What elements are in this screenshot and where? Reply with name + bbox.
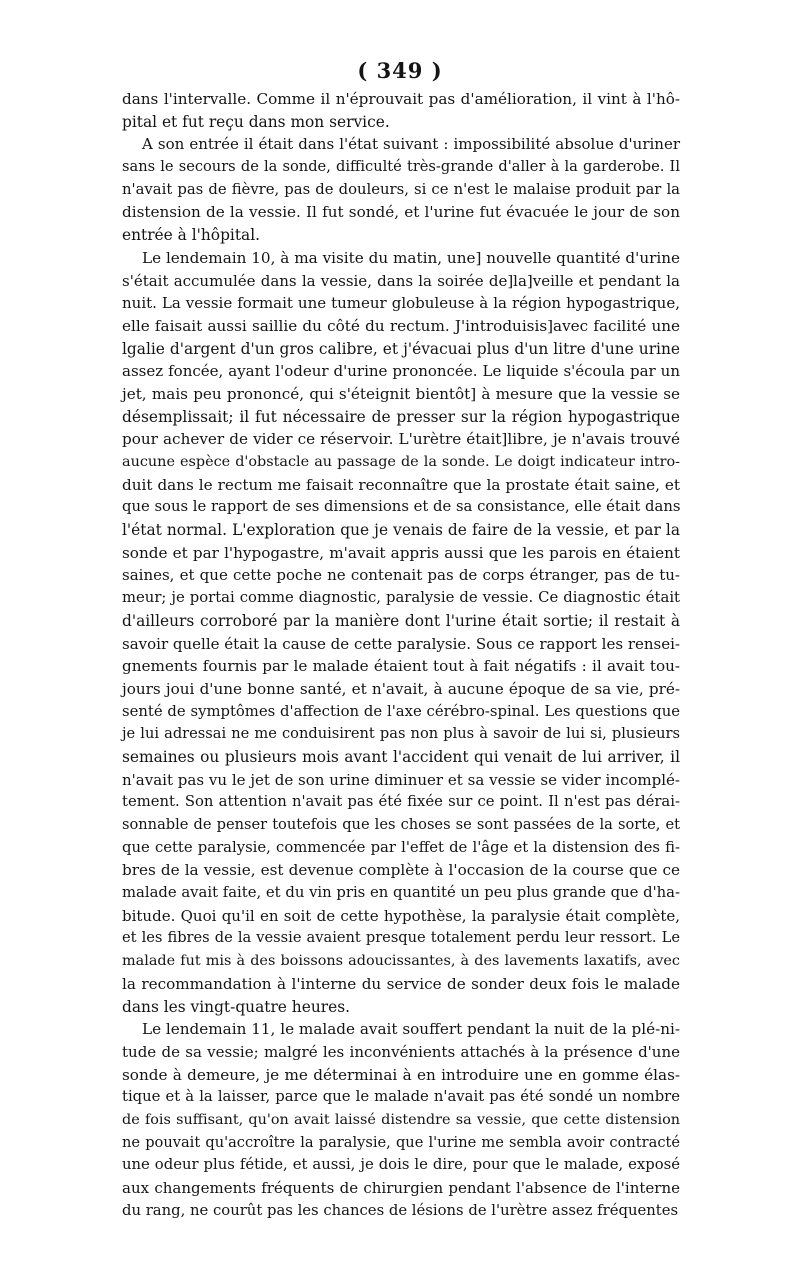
text-line: meur; je portai comme diagnostic, paralysie de vessie. Ce diagnostic était	[122, 589, 680, 607]
text-line: lgalie d'argent d'un gros calibre, et j'évacuai plus d'un litre d'une urine	[122, 339, 680, 358]
text-line: tique et à la laisser, parce que le malade n'avait pas été sondé un nombre	[122, 1088, 680, 1106]
text-line: et les fibres de la vessie avaient presque totalement perdu leur ressort. Le	[122, 929, 680, 947]
text-line: sonnable de penser toutefois que les choses se sont passées de la sorte, et	[122, 816, 680, 833]
text-line: pour achever de vider ce réservoir. L'urètre était]libre, je n'avais trouvé	[122, 430, 680, 449]
page-number: ( 349 )	[357, 58, 443, 83]
text-line: n'avait pas vu le jet de son urine diminuer et sa vessie se vider incomplé-	[122, 770, 680, 789]
text-line: nuit. La vessie formait une tumeur globuleuse à la région hypogastrique,	[122, 294, 680, 313]
text-line: s'était accumulée dans la vessie, dans la soirée de]la]veille et pendant la	[122, 271, 680, 290]
text-line: aux changements fréquents de chirurgien pendant l'absence de l'interne	[122, 1179, 680, 1197]
text-line: distension de la vessie. Il fut sondé, et l'urine fut évacuée le jour de son	[122, 203, 680, 222]
text-line: jours joui d'une bonne santé, et n'avait, à aucune époque de sa vie, pré-	[122, 679, 680, 698]
text-line: que sous le rapport de ses dimensions et de sa consistance, elle était dans	[122, 498, 681, 516]
text-line: désemplissait; il fut nécessaire de presser sur la région hypogastrique	[122, 407, 680, 426]
text-line: bitude. Quoi qu'il en soit de cette hypothèse, la paralysie était complète,	[122, 906, 680, 925]
text-line: aucune espèce d'obstacle au passage de la sonde. Le doigt indicateur intro-	[122, 454, 680, 470]
text-line: jet, mais peu prononcé, qui s'éteignit bientôt] à mesure que la vessie se	[122, 384, 680, 403]
text-line: gnements fournis par le malade étaient tout à fait négatifs : il avait tou-	[122, 657, 680, 676]
paragraph	[122, 133, 680, 246]
text-line: duit dans le rectum me faisait reconnaître que la prostate était saine, et	[122, 475, 680, 494]
text-line: senté de symptômes d'affection de l'axe cérébro-spinal. Les questions que	[122, 702, 680, 720]
text-line: n'avait pas de fièvre, pas de douleurs, si ce n'est le malaise produit par la	[122, 180, 680, 198]
text-line: tement. Son attention n'avait pas été fixée sur ce point. Il n'est pas dérai-	[122, 793, 680, 811]
text-line: sonde et par l'hypogastre, m'avait appris aussi que les parois en étaient	[122, 543, 680, 562]
text-line: que cette paralysie, commencée par l'effet de l'âge et la distension des fi-	[122, 838, 680, 856]
text-line: savoir quelle était la cause de cette paralysie. Sous ce rapport les rensei-	[122, 634, 680, 653]
text-line: l'état normal. L'exploration que je venais de faire de la vessie, et par la	[122, 521, 680, 540]
text-line: Le lendemain 11, le malade avait souffert pendant la nuit de la plé-ni-	[142, 1020, 680, 1039]
text-line: la recommandation à l'interne du service de sonder deux fois le malade	[122, 974, 680, 993]
text-line: assez foncée, ayant l'odeur d'urine prononcée. Le liquide s'écoula par un	[122, 362, 680, 381]
paragraph	[122, 88, 680, 133]
text-line: elle faisait aussi saillie du côté du rectum. J'introduisis]avec facilité une	[122, 316, 680, 335]
paragraph	[122, 1018, 680, 1222]
text-line: saines, et que cette poche ne contenait pas de corps étranger, pas de tu-	[122, 566, 680, 585]
text-line: sans le secours de la sonde, difficulté très-grande d'aller à la garderobe. Il	[122, 158, 680, 176]
text-line: une odeur plus fétide, et aussi, je dois le dire, pour que le malade, exposé	[122, 1156, 680, 1174]
text-line: sonde à demeure, je me déterminai à en introduire une en gomme élas-	[122, 1065, 680, 1084]
paragraph	[122, 247, 680, 1018]
text-line: malade avait faite, et du vin pris en quantité un peu plus grande que d'ha-	[122, 884, 680, 902]
text-line: dans l'intervalle. Comme il n'éprouvait pas d'amélioration, il vint à l'hô-	[122, 90, 680, 108]
text-line: pital et fut reçu dans mon service.	[122, 112, 390, 131]
text-line: A son entrée il était dans l'état suivant : impossibilité absolue d'uriner	[142, 135, 680, 154]
text-line: bres de la vessie, est devenue complète à l'occasion de la course que ce	[122, 861, 680, 880]
text-line: du rang, ne courût pas les chances de lésions de l'urètre assez fréquentes	[122, 1201, 679, 1219]
text-line: de fois suffisant, qu'on avait laissé distendre sa vessie, que cette distension	[122, 1111, 680, 1128]
text-line: dans les vingt-quatre heures.	[122, 997, 350, 1016]
text-line: tude de sa vessie; malgré les inconvénients attachés à la présence d'une	[122, 1042, 680, 1061]
text-line: malade fut mis à des boissons adoucissantes, à des lavements laxatifs, avec	[122, 953, 680, 970]
body-text	[122, 88, 680, 1222]
text-line: entrée à l'hôpital.	[122, 226, 261, 245]
text-line: Le lendemain 10, à ma visite du matin, une] nouvelle quantité d'urine	[142, 248, 680, 267]
text-line: ne pouvait qu'accroître la paralysie, que l'urine me sembla avoir contracté	[122, 1133, 680, 1151]
text-line: semaines ou plusieurs mois avant l'accident qui venait de lui arriver, il	[122, 747, 680, 766]
text-line: d'ailleurs corroboré par la manière dont l'urine était sortie; il restait à	[122, 611, 680, 630]
text-line: je lui adressai ne me conduisirent pas non plus à savoir de lui si, plusieurs	[122, 725, 680, 743]
